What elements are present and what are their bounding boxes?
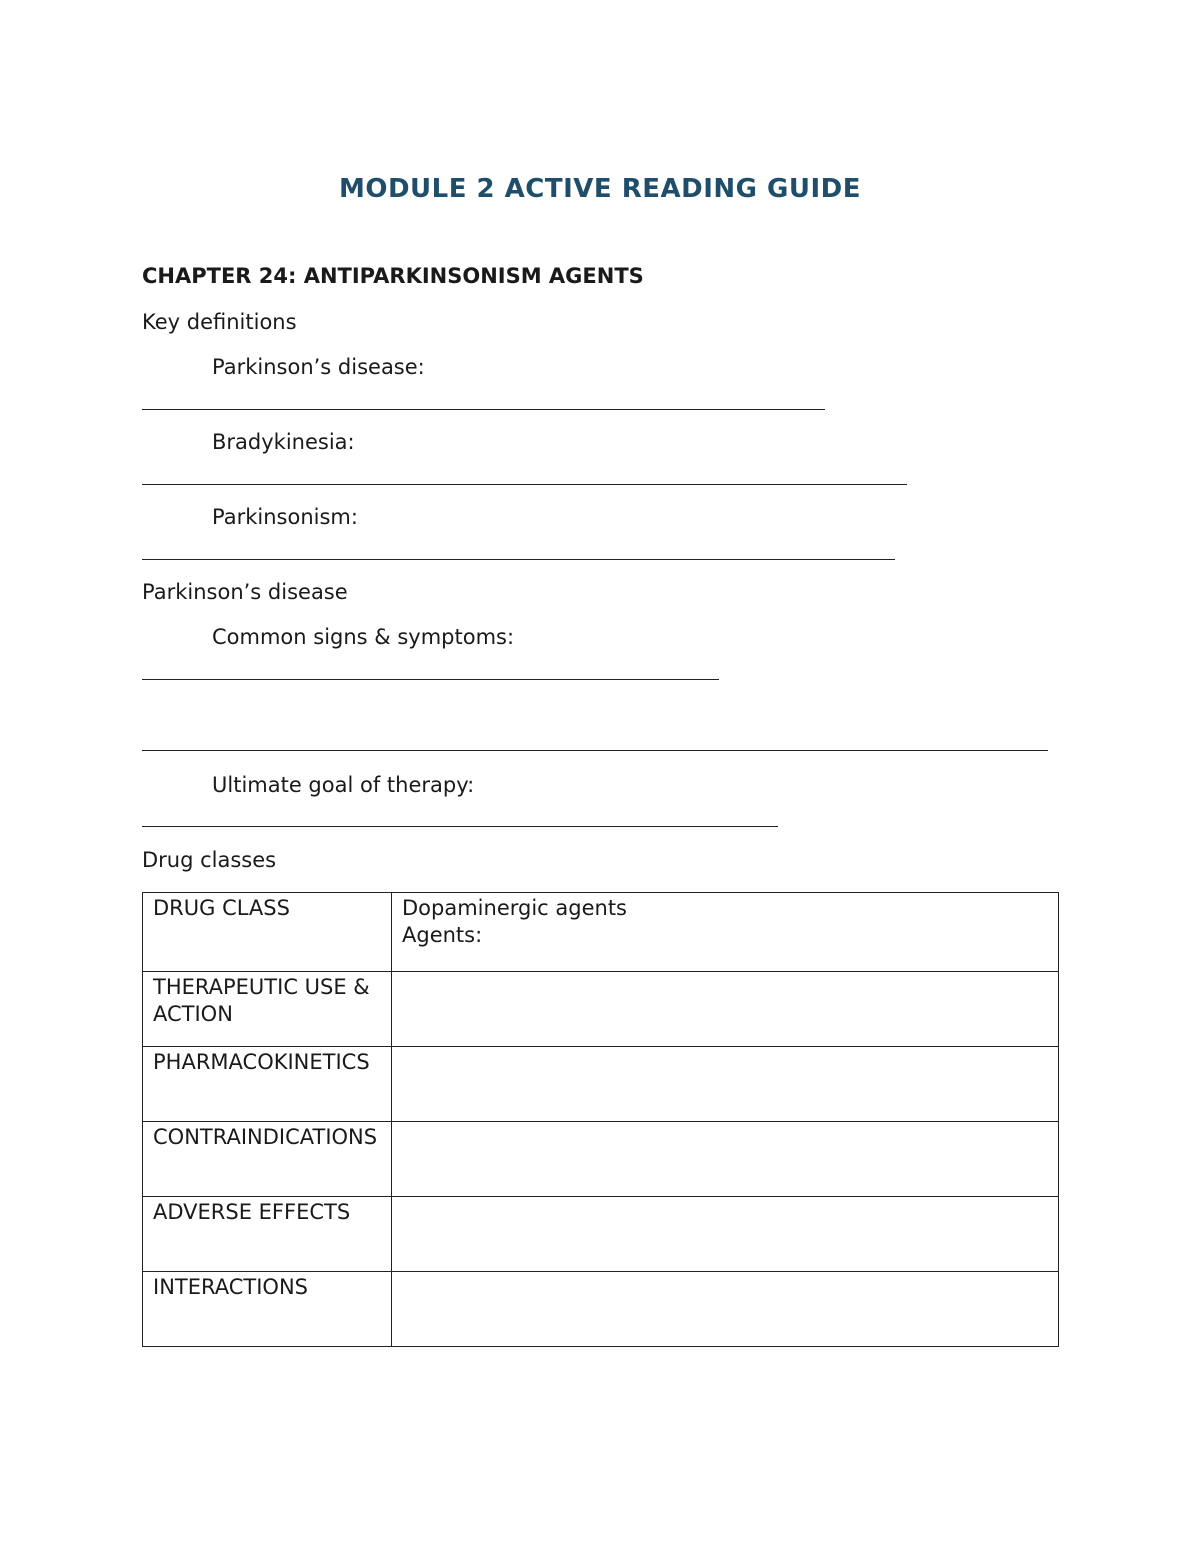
row-label-contraindications: CONTRAINDICATIONS [143,1122,392,1197]
table-row [143,1272,1059,1347]
row-label-adverse-effects: ADVERSE EFFECTS [143,1197,392,1272]
page-title: MODULE 2 ACTIVE READING GUIDE [338,174,862,204]
drug-class-table [142,892,1059,1347]
row-value-adverse-effects [392,1197,1059,1272]
table-row [143,893,1059,972]
parkinsons-section-heading: Parkinson’s disease [142,580,348,604]
answer-line-therapy-goal [142,826,778,827]
row-value-interactions [392,1272,1059,1347]
answer-line-signs-2 [142,750,1048,751]
signs-symptoms-label: Common signs & symptoms: [212,625,515,649]
definition-term-parkinsonism: Parkinsonism: [212,505,358,529]
answer-line-signs-1 [142,679,719,680]
answer-line-parkinsons-disease [142,409,825,410]
row-value-drug-class: Dopaminergic agents Agents: [392,893,1059,972]
table-row [143,1197,1059,1272]
key-definitions-heading: Key definitions [142,310,297,334]
row-label-drug-class: DRUG CLASS [143,893,392,972]
row-value-therapeutic-use [392,972,1059,1047]
table-row [143,1047,1059,1122]
definition-term-bradykinesia: Bradykinesia: [212,430,355,454]
answer-line-parkinsonism [142,559,895,560]
row-value-pharmacokinetics [392,1047,1059,1122]
table-row [143,972,1059,1047]
chapter-heading: CHAPTER 24: ANTIPARKINSONISM AGENTS [142,264,644,288]
row-label-pharmacokinetics: PHARMACOKINETICS [143,1047,392,1122]
table-row [143,1122,1059,1197]
definition-term-parkinsons-disease: Parkinson’s disease: [212,355,425,379]
drug-classes-heading: Drug classes [142,848,277,872]
row-label-therapeutic-use: THERAPEUTIC USE & ACTION [143,972,392,1047]
row-label-interactions: INTERACTIONS [143,1272,392,1347]
row-value-contraindications [392,1122,1059,1197]
therapy-goal-label: Ultimate goal of therapy: [212,773,475,797]
answer-line-bradykinesia [142,484,907,485]
